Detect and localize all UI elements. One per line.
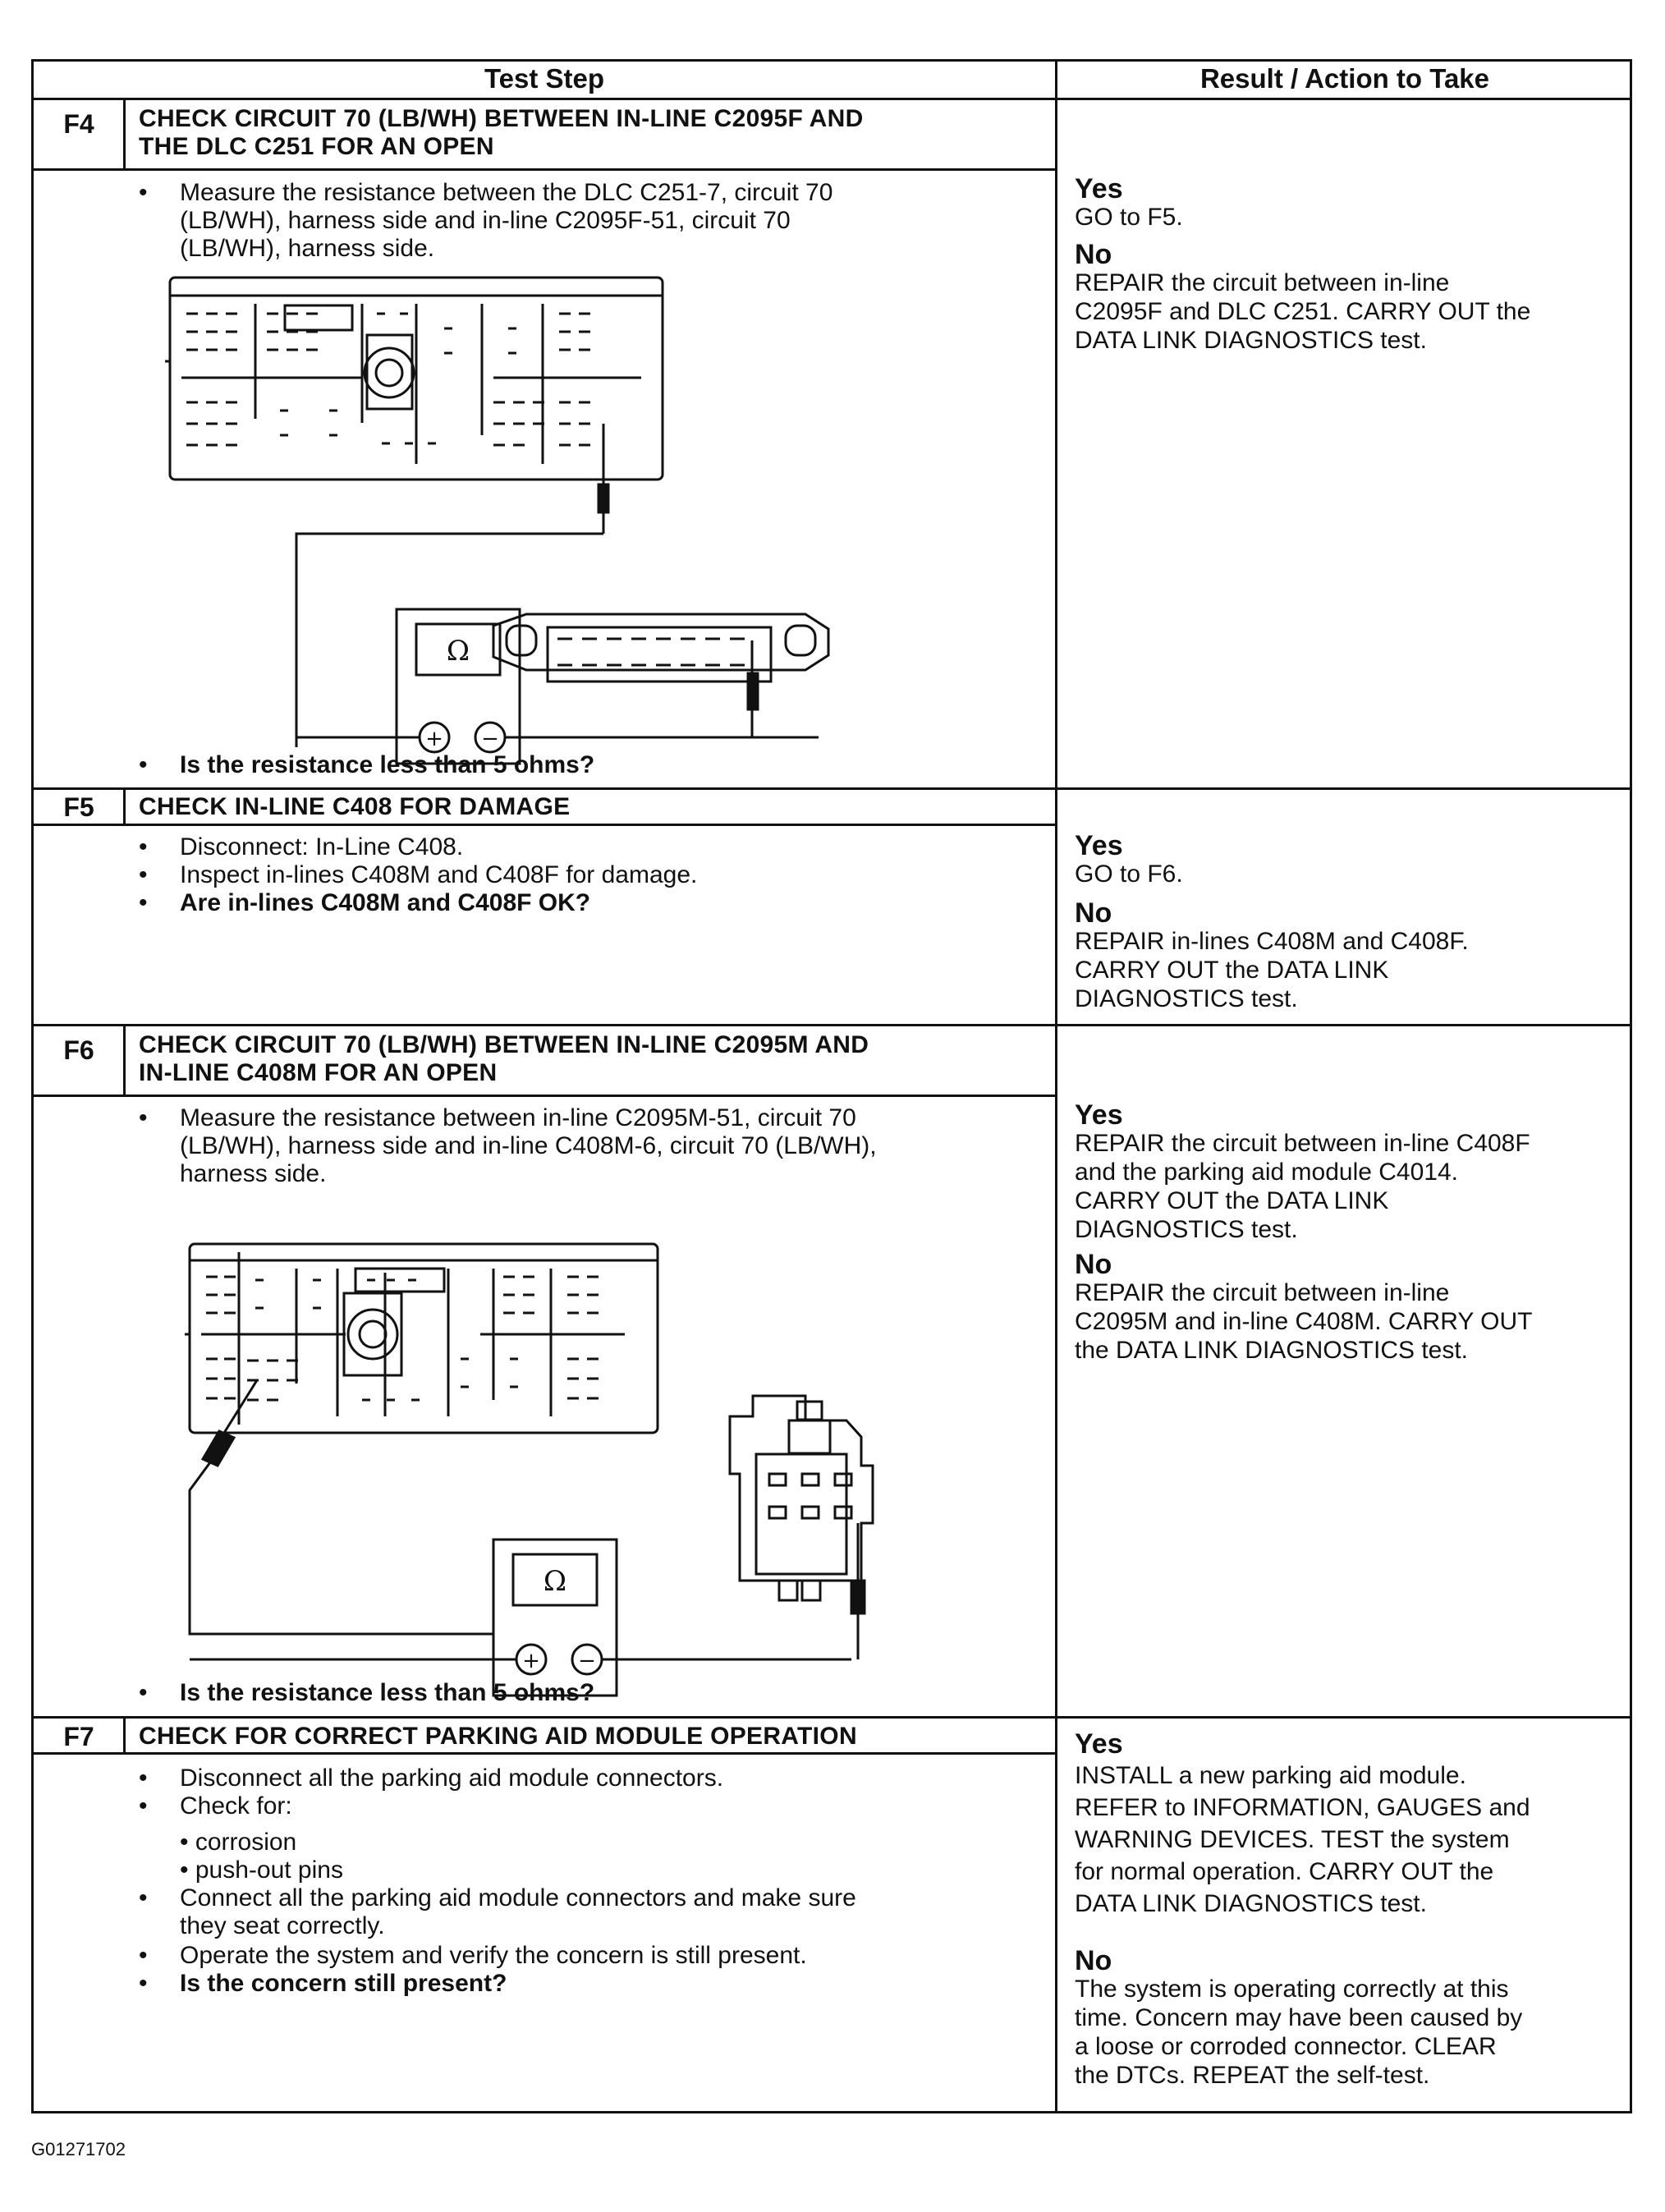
step-title-f5: CHECK IN-LINE C408 FOR DAMAGE — [139, 793, 571, 820]
bullet: • — [139, 1104, 148, 1131]
f4-title-rule — [34, 168, 1055, 171]
column-divider — [1055, 62, 1057, 2111]
figure-code: G01271702 — [31, 2139, 126, 2159]
f5-bullet-2-text: Inspect in-lines C408M and C408F for damage. — [180, 861, 698, 888]
bullet: • — [139, 179, 148, 206]
f5-yes-label: Yes — [1075, 830, 1123, 861]
bullet: • — [139, 1942, 148, 1969]
step-title-f4-line1: CHECK CIRCUIT 70 (LB/WH) BETWEEN IN-LINE C2095F AND — [139, 105, 864, 132]
f6-diagram — [165, 1211, 904, 1671]
f4-yes-label: Yes — [1075, 173, 1123, 204]
f4-no-text: REPAIR the circuit between in-line C2095F and DLC C251. CARRY OUT the DATA LINK DIAGNOSTICS test. — [1075, 269, 1531, 354]
f6-meter-plus: + — [522, 1649, 540, 1673]
f7-bullet-1-text: Disconnect all the parking aid module connectors. — [180, 1765, 724, 1792]
f7-bullet-2-text: Check for: — [180, 1792, 292, 1820]
f7-no-text: The system is operating correctly at this time. Concern may have been caused by a loose or corroded connector. CLEAR the DTCs. REPEAT the self-test. — [1075, 1976, 1523, 2089]
f7-sub-corrosion: • corrosion — [180, 1829, 297, 1856]
bullet: • — [139, 1884, 148, 1911]
f6-yes-text: REPAIR the circuit between in-line C408F and the parking aid module C4014. CARRY OUT the DATA LINK DIAGNOSTICS test. — [1075, 1130, 1530, 1243]
step-id-f5: F5 — [63, 792, 94, 822]
bullet: • — [139, 889, 148, 916]
f7-top-rule — [34, 1716, 1632, 1719]
f6-question-text: Is the resistance less than 5 ohms? — [180, 1679, 595, 1706]
f4-meter-plus: + — [425, 727, 443, 751]
bullet: • — [139, 1792, 148, 1820]
f5-no-text: REPAIR in-lines C408M and C408F. CARRY OUT the DATA LINK DIAGNOSTICS test. — [1075, 928, 1469, 1012]
header-rule — [34, 98, 1632, 100]
step-title-f6-line2: IN-LINE C408M FOR AN OPEN — [139, 1059, 498, 1086]
step-id-f6: F6 — [63, 1035, 94, 1065]
f6-meter-minus: − — [578, 1649, 596, 1673]
f7-bullet-5-text: Is the concern still present? — [180, 1970, 507, 1997]
f6-yes-label: Yes — [1075, 1099, 1123, 1131]
step-title-f4-line2: THE DLC C251 FOR AN OPEN — [139, 133, 494, 160]
f4-meter-ohm-symbol: Ω — [446, 635, 470, 668]
f5-title-rule — [34, 824, 1055, 826]
step-title-f7: CHECK FOR CORRECT PARKING AID MODULE OPERATION — [139, 1723, 857, 1750]
f4-diagram — [165, 271, 723, 751]
f6-meter-ohm-symbol: Ω — [543, 1565, 567, 1598]
f5-top-rule — [34, 787, 1632, 790]
f5-bullet-1-text: Disconnect: In-Line C408. — [180, 833, 464, 860]
f6-top-rule — [34, 1024, 1632, 1026]
f4-yes-text: GO to F5. — [1075, 204, 1183, 231]
bullet: • — [139, 1679, 148, 1706]
f5-bullet-3-text: Are in-lines C408M and C408F OK? — [180, 889, 591, 916]
bullet: • — [139, 833, 148, 860]
step-id-f4: F4 — [63, 109, 94, 139]
f7-no-label: No — [1075, 1945, 1112, 1976]
f4-question-text: Is the resistance less than 5 ohms? — [180, 751, 595, 778]
bullet: • — [139, 861, 148, 888]
f7-bullet-4-text: Operate the system and verify the concern is still present. — [180, 1942, 807, 1969]
f4-measure-text: Measure the resistance between the DLC C251-7, circuit 70 (LB/WH), harness side and in-line C2095F-51, circuit 70 (LB/WH), harness side. — [180, 179, 833, 262]
f7-yes-label: Yes — [1075, 1728, 1123, 1760]
header-result-action: Result / Action to Take — [1199, 63, 1490, 94]
f7-sub-pushout: • push-out pins — [180, 1856, 343, 1884]
f6-title-rule — [34, 1095, 1055, 1097]
header-test-step: Test Step — [484, 63, 605, 94]
procedure-table — [31, 59, 1632, 2113]
f5-yes-text: GO to F6. — [1075, 860, 1183, 888]
f5-no-label: No — [1075, 897, 1112, 929]
bullet: • — [139, 1970, 148, 1997]
f6-no-label: No — [1075, 1249, 1112, 1280]
f6-measure-text: Measure the resistance between in-line C2095M-51, circuit 70 (LB/WH), harness side and in-line C408M-6, circuit 70 (LB/WH), harness side. — [180, 1104, 877, 1187]
f6-no-text: REPAIR the circuit between in-line C2095M and in-line C408M. CARRY OUT the DATA LINK DIAGNOSTICS test. — [1075, 1279, 1533, 1364]
f4-no-label: No — [1075, 239, 1112, 270]
f7-yes-text: INSTALL a new parking aid module. REFER to INFORMATION, GAUGES and WARNING DEVICES. TEST the system for normal operation. CARRY OUT the DATA LINK DIAGNOSTICS test. — [1075, 1762, 1530, 1917]
bullet: • — [139, 1765, 148, 1792]
step-id-f7: F7 — [63, 1722, 94, 1751]
f7-bullet-3-text: Connect all the parking aid module connectors and make sure they seat correctly. — [180, 1884, 856, 1939]
f7-title-rule — [34, 1752, 1055, 1755]
f4-meter-minus: − — [481, 727, 499, 751]
bullet: • — [139, 751, 148, 778]
step-title-f6-line1: CHECK CIRCUIT 70 (LB/WH) BETWEEN IN-LINE C2095M AND — [139, 1031, 869, 1058]
